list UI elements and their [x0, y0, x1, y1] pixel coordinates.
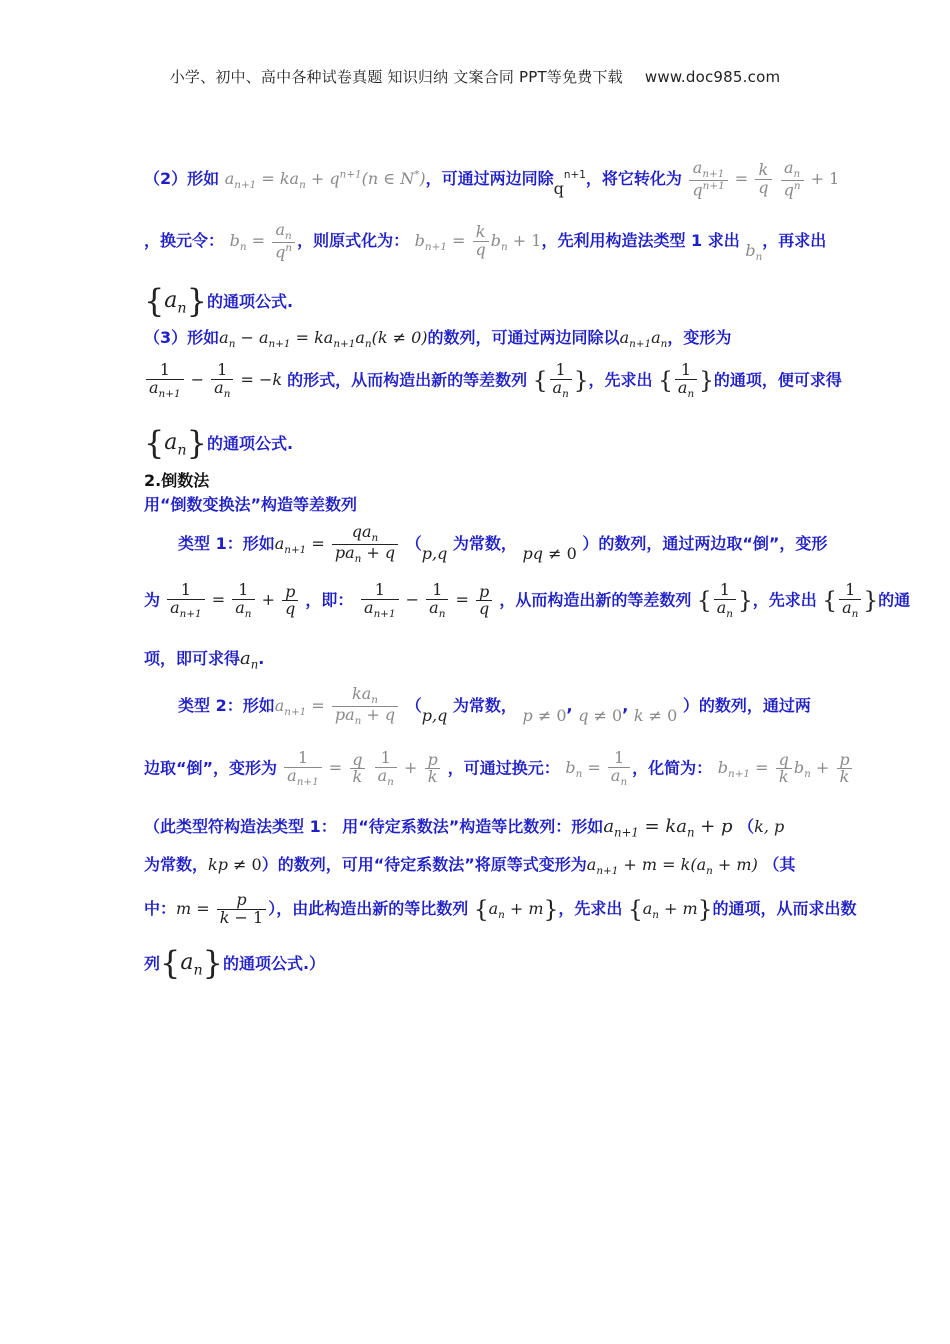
note-line-3: 中：m = $\frac{p}{k - 1}$ ），由此构造出新的等比数列 $\{a_n + m\}$，先求出 $\{a_n + m\}$的通项，从而求出数 — [144, 890, 857, 927]
p3-line-3: $\{a_n\}$的通项公式. — [144, 424, 294, 462]
type2-line-1: 类型 2：形如$a_{n+1}$ = $\frac{ka_n}{pa_n + q}$ （p,q 为常数， p ≠ 0, q ≠ 0, k ≠ 0 ）的数列，通过两 — [178, 684, 811, 728]
section-subtitle: 用“倒数变换法”构造等差数列 — [144, 495, 358, 514]
formula-an: $\{a_n\}$ — [144, 282, 207, 320]
p2-line-1: （2）形如 $a_{n+1} = ka_n + q^{n+1}(n$ ∈ N*)，可通过两边同除$q^{n+1}$，将它转化为 $\frac{a_{n+1}}{q^{n+1}}$ = $\frac{k}{q}$ $\frac{a_n}{q^n}$ + 1 — [144, 158, 840, 200]
note-line-2: 为常数，kp ≠ 0）的数列，可用“待定系数法”将原等式变形为$a_{n+1} + m = k(a_n + m)$ （其 — [144, 855, 796, 878]
section-title: 2.倒数法 — [144, 471, 210, 490]
type1-line-3: 项，即可求得$a_n$. — [144, 648, 265, 672]
p3-line-1: （3）形如$a_n - a_{n+1} = ka_{n+1}a_n(k \ne 0)$的数列，可通过两边同除以$a_{n+1}a_n$，变形为 — [144, 328, 732, 351]
note-line-1: （此类型符构造法类型 1： 用“待定系数法”构造等比数列：形如$a_{n+1} = ka_n + p$ （k, p — [144, 816, 785, 840]
formula-recurrence-3: $a_n - a_{n+1} = ka_{n+1}a_n(k \ne 0)$ — [219, 328, 428, 351]
type2-line-2: 边取“倒”，变形为 $\frac{1}{a_{n+1}}$ = $\frac{q}{k}$ $\frac{1}{a_n}$ + $\frac{p}{k}$ ，可通过换元： $b_n$ = $\frac{1}{a_n}$ ，化简为： $b_{n+1}$ = $\frac{q}{k}$ $b_n$ + $\frac{p}{k}$ — [144, 750, 824, 788]
formula-difference: $\frac{1}{a_{n+1}}$ − $\frac{1}{a_n}$ = −k — [144, 370, 287, 389]
note-line-4: 列$\{a_n\}$的通项公式.） — [144, 944, 326, 982]
p2-line-2: ，换元令： $b_n$ = $\frac{a_n}{q^n}$ ，则原式化为： $b_{n+1}$ = $\frac{k}{q}$ $b_n + 1$，先利用构造法类型 1 求出 $b_n$，再求出 — [144, 220, 827, 264]
header-url: www.doc985.com — [644, 68, 781, 86]
formula-substitution: $b_n$ = $\frac{a_n}{q^n}$ — [230, 231, 297, 250]
p2-line-3: $\{a_n\}$的通项公式. — [144, 282, 294, 320]
formula-type2: $a_{n+1}$ = $\frac{ka_n}{pa_n + q}$ — [275, 696, 400, 715]
formula-transformed: $\frac{a_{n+1}}{q^{n+1}}$ = $\frac{k}{q}$ $\frac{a_n}{q^n}$ + 1 — [687, 169, 839, 188]
header-text: 小学、初中、高中各种试卷真题 知识归纳 文案合同 PPT等免费下载 — [169, 68, 623, 86]
p3-line-2: $\frac{1}{a_{n+1}}$ − $\frac{1}{a_n}$ = −k 的形式，从而构造出新的等差数列 { $\frac{1}{a_n}$ }，先求出 { $\frac{1}{a_n}$ }的通项，便可求得 — [144, 362, 824, 400]
formula-recurrence: $a_{n+1} = ka_n + q^{n+1}(n$ ∈ N*) — [224, 168, 426, 192]
formula-type1: $a_{n+1}$ = $\frac{qa_n}{pa_n + q}$ — [275, 534, 400, 553]
page-header — [0, 66, 950, 87]
type1-line-2: 为 $\frac{1}{a_{n+1}}$ = $\frac{1}{a_n}$ + $\frac{p}{q}$ ，即： $\frac{1}{a_{n+1}}$ − $\frac{1}{a_n}$ = $\frac{p}{q}$ ，从而构造出新的等差数列 { $\frac{1}{a_n}$ }，先求出 { $\frac{1}{a_n}$ }的通 — [144, 580, 911, 620]
formula-bn: $b_{n+1}$ = $\frac{k}{q}$ $b_n + 1$ — [414, 222, 542, 260]
type1-line-1: 类型 1：形如$a_{n+1}$ = $\frac{qa_n}{pa_n + q}$ （p,q 为常数， pq ≠ 0 ）的数列，通过两边取“倒”，变形 — [178, 522, 828, 566]
